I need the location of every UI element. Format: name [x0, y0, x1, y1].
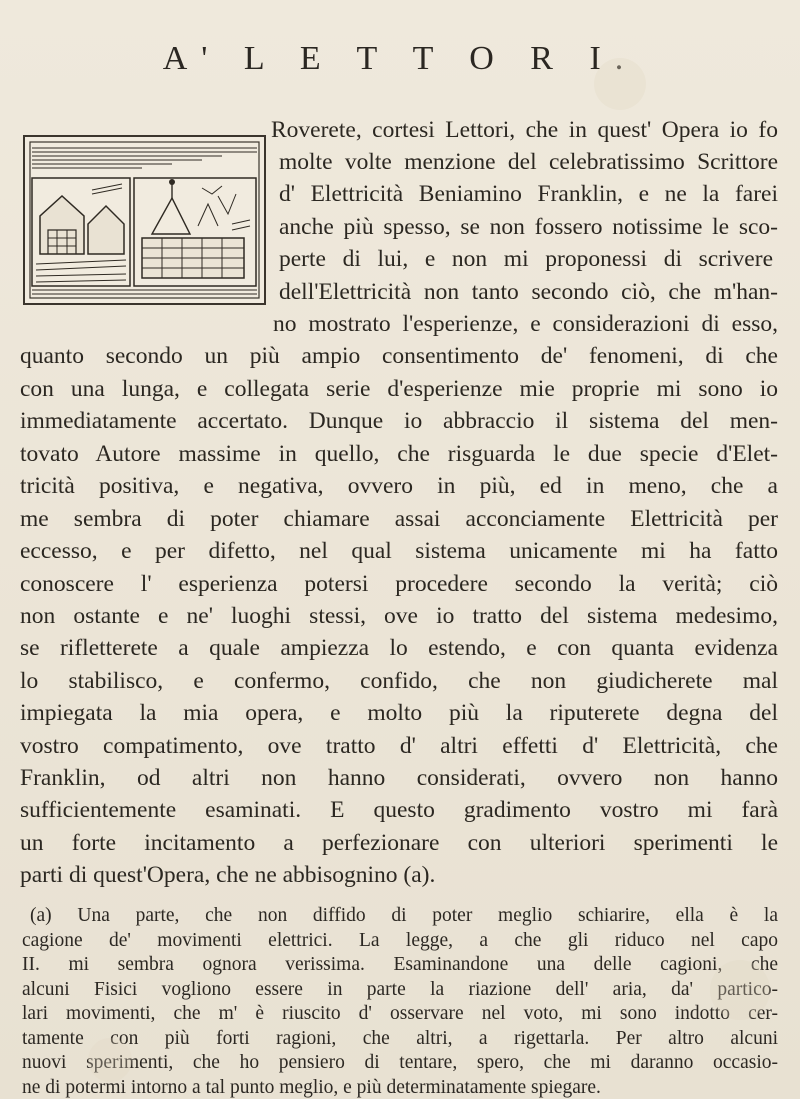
text-line: Roverete, cortesi Lettori, che in quest' Opera io fo [271, 117, 778, 143]
text-line: tricità positiva, e negativa, ovvero in più, ed in meno, che a [20, 473, 778, 499]
text-line: tovato Autore massime in quello, che risguarda le due specie d'Elet- [20, 441, 778, 467]
footnote-line: alcuni Fisici vogliono essere in parte la riazione dell' aria, da' partico- [22, 978, 778, 1000]
text-line: un forte incitamento a perfezionare con ulteriori sperimenti le [20, 830, 778, 856]
text-line: d' Elettricità Beniamino Franklin, e ne la farei [279, 181, 778, 207]
text-line: molte volte menzione del celebratissimo Scrittore [279, 149, 778, 175]
text-line: parti di quest'Opera, che ne abbisognino (a). [20, 862, 436, 888]
footnote-line: tamente con più forti ragioni, che altri, a rigettarla. Per altro alcuni [22, 1027, 778, 1049]
text-line: me sembra di poter chiamare assai acconciamente Elettricità per [20, 506, 778, 532]
text-line: eccesso, e per difetto, nel qual sistema unicamente mi ha fatto [20, 538, 778, 564]
text-line: sufficientemente esaminati. E questo gradimento vostro mi farà [20, 797, 778, 823]
text-line: Franklin, od altri non hanno considerati, ovvero non hanno [20, 765, 778, 791]
text-line: conoscere l' esperienza potersi procedere secondo la verità; ciò [20, 571, 778, 597]
footnote-line: nuovi sperimenti, che ho pensiero di tentare, spero, che mi daranno occasio- [22, 1052, 778, 1073]
footnote-line: cagione de' movimenti elettrici. La legge, a che gli riduco nel capo [22, 929, 778, 951]
text-line: con una lunga, e collegata serie d'esperienze mie proprie mi sono io [20, 376, 778, 402]
text-line: non ostante e ne' luoghi stessi, ove io tratto del sistema medesimo, [20, 603, 778, 629]
text-line: lo stabilisco, e confermo, confido, che non giudicherete mal [20, 668, 778, 694]
text-line: no mostrato l'esperienze, e considerazioni di esso, [273, 311, 778, 337]
text-line: perte di lui, e non mi proponessi di scrivere [279, 246, 773, 272]
page-title: A' L E T T O R I. [162, 40, 638, 77]
footnote-line: (a) Una parte, che non diffido di poter meglio schiarire, ella è la [30, 905, 778, 926]
text-line: impiegata la mia opera, e molto più la riputerete degna del [20, 700, 778, 726]
text-line: dell'Elettricità non tanto secondo ciò, che m'han- [279, 279, 778, 305]
footnote-line: lari movimenti, che m' è riuscito d' osservare nel voto, mi sono indotto cer- [22, 1003, 778, 1024]
text-line: vostro compatimento, ove tratto d' altri effetti d' Elettricità, che [20, 733, 778, 759]
footnote-line: ne di potermi intorno a tal punto meglio, e più determinatamente spiegare. [22, 1076, 601, 1098]
text-line: anche più spesso, se non fossero notissime le sco- [279, 214, 778, 240]
text-line: se rifletterete a quale ampiezza lo estendo, e con quanta evidenza [20, 635, 778, 661]
text-line: immediatamente accertato. Dunque io abbraccio il sistema del men- [20, 408, 778, 434]
text-line: quanto secondo un più ampio consentimento de' fenomeni, di che [20, 343, 778, 369]
footnote-line: II. mi sembra ognora verissima. Esaminandone una delle cagioni, che [22, 954, 778, 975]
